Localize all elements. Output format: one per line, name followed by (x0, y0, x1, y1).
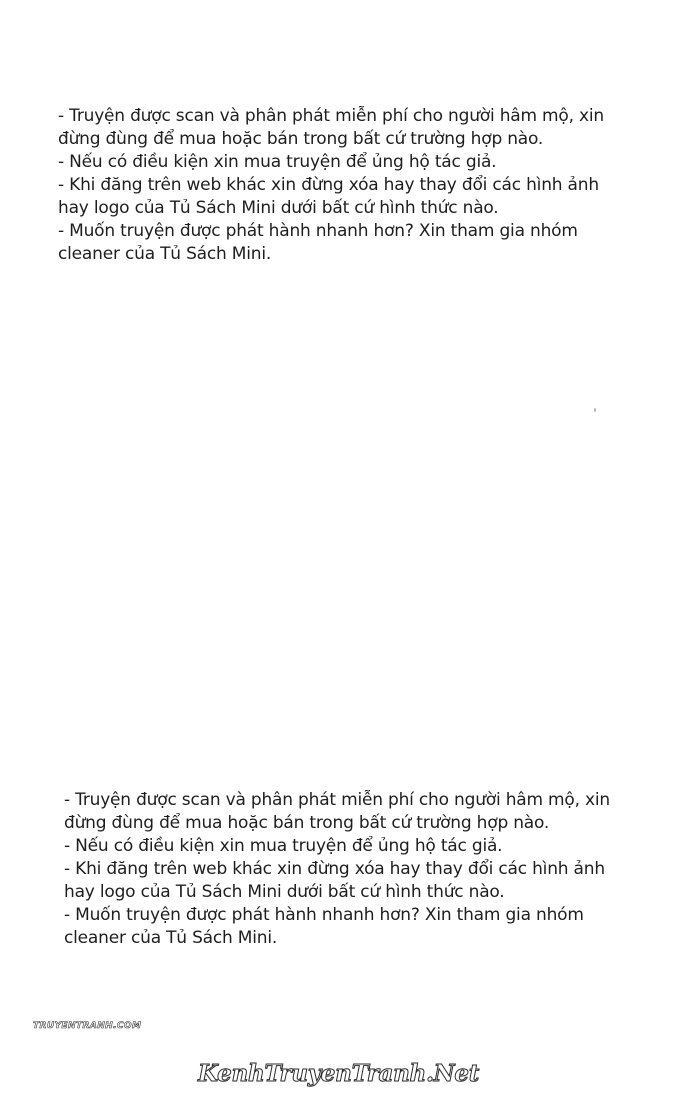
watermark-kenhtruyentranh: KenhTruyenTranh.Net (198, 1060, 480, 1087)
notice-line: - Nếu có điều kiện xin mua truyện để ủng hộ tác giả. (58, 152, 497, 172)
watermark-truyentranh: TRUYENTRANH.COM (33, 1021, 142, 1031)
notice-line: cleaner của Tủ Sách Mini. (64, 928, 278, 948)
notice-line: đừng đùng để mua hoặc bán trong bất cứ trường hợp nào. (64, 813, 550, 833)
notice-line: hay logo của Tủ Sách Mini dưới bất cứ hình thức nào. (64, 882, 505, 902)
notice-line: cleaner của Tủ Sách Mini. (58, 244, 272, 264)
scanlation-notice-bottom (64, 789, 664, 950)
notice-line: - Nếu có điều kiện xin mua truyện để ủng hộ tác giả. (64, 836, 503, 856)
notice-line: - Khi đăng trên web khác xin đừng xóa hay thay đổi các hình ảnh (64, 859, 605, 879)
scan-speck (594, 408, 596, 412)
notice-line: đừng đùng để mua hoặc bán trong bất cứ trường hợp nào. (58, 129, 544, 149)
scanlation-notice-top (58, 105, 658, 266)
notice-line: - Truyện được scan và phân phát miễn phí cho người hâm mộ, xin (64, 790, 610, 810)
notice-line: - Truyện được scan và phân phát miễn phí cho người hâm mộ, xin (58, 106, 604, 126)
notice-line: - Khi đăng trên web khác xin đừng xóa hay thay đổi các hình ảnh (58, 175, 599, 195)
notice-line: - Muốn truyện được phát hành nhanh hơn? Xin tham gia nhóm (64, 905, 584, 925)
notice-line: - Muốn truyện được phát hành nhanh hơn? Xin tham gia nhóm (58, 221, 578, 241)
notice-line: hay logo của Tủ Sách Mini dưới bất cứ hình thức nào. (58, 198, 499, 218)
